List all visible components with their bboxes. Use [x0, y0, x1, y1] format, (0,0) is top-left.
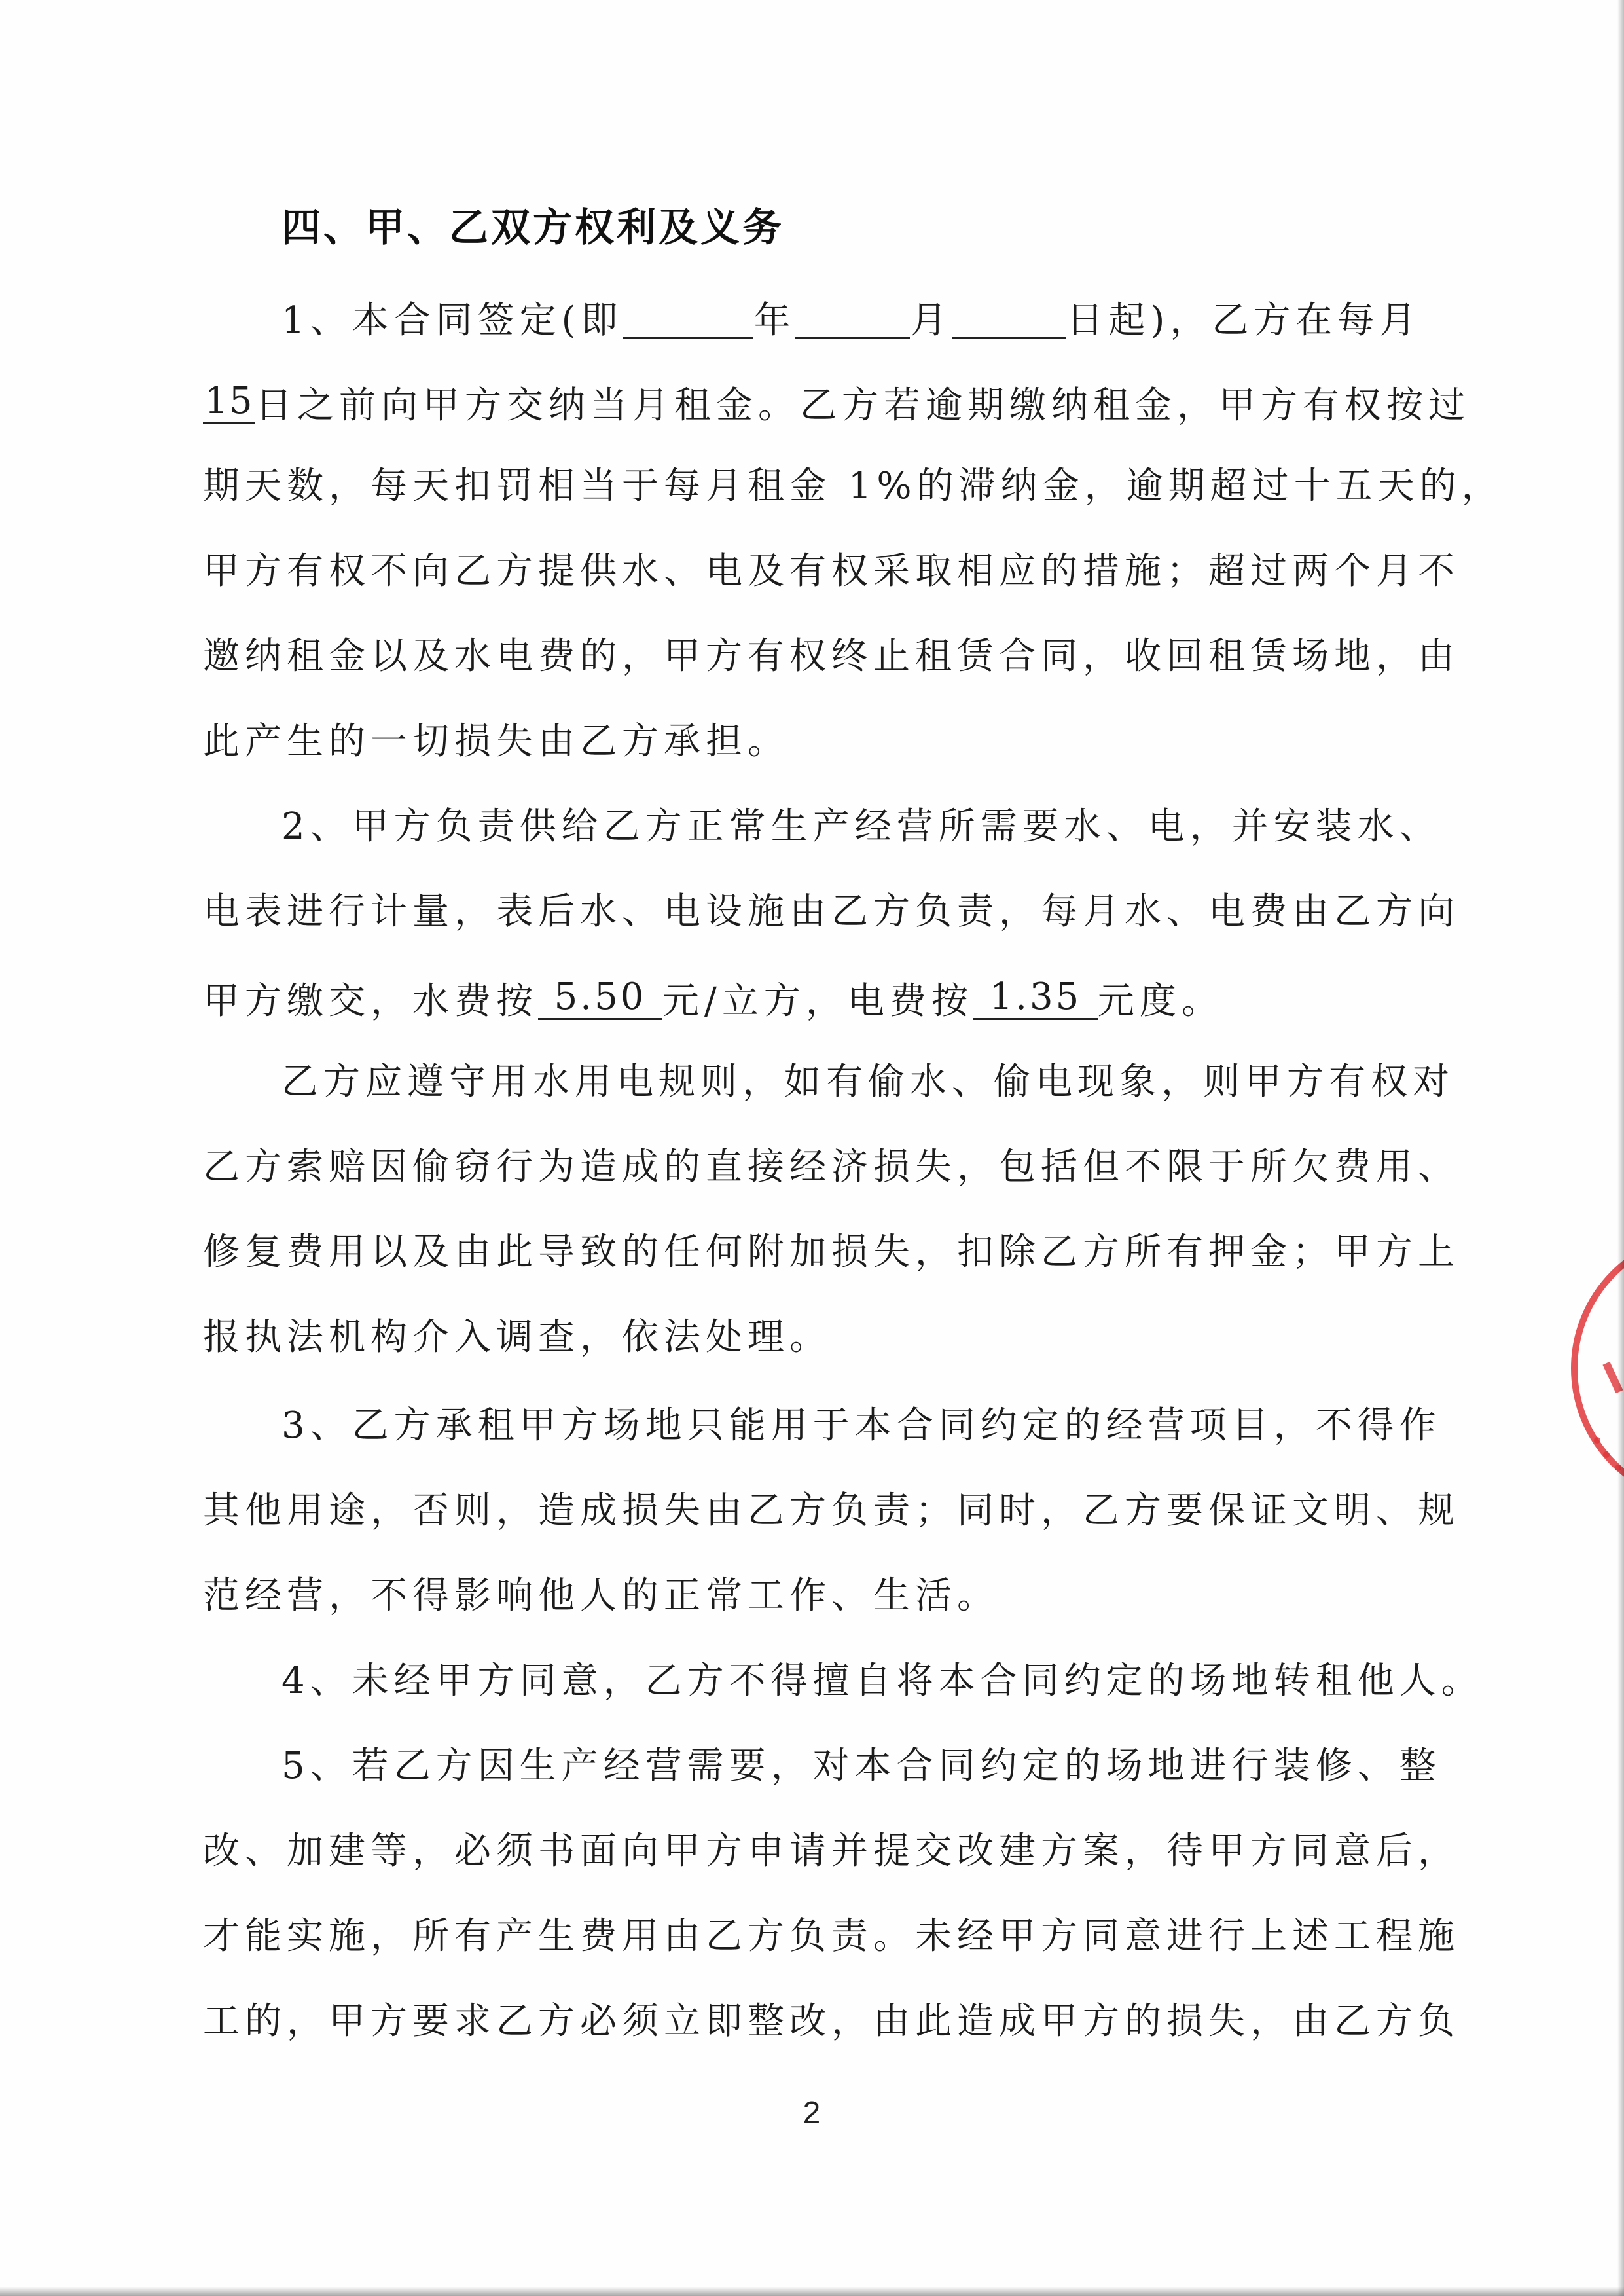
clause-4-line-1: 4、未经甲方同意，乙方不得擅自将本合同约定的场地转租他人。 — [281, 1660, 1483, 1702]
payment-day: 15 — [203, 383, 255, 424]
clause-5-line-1: 5、若乙方因生产经营需要，对本合同约定的场地进行装修、整 — [281, 1745, 1441, 1787]
power-rate-label: 元/立方，电费按 — [662, 980, 973, 1023]
clause-1-line-6: 此产生的一切损失由乙方承担。 — [203, 720, 789, 763]
month-label: 月 — [910, 299, 952, 342]
clause-2b-line-1: 乙方应遵守用水用电规则，如有偷水、偷电现象，则甲方有权对 — [281, 1061, 1454, 1103]
clause-5-line-2: 改、加建等，必须书面向甲方申请并提交改建方案，待甲方同意后， — [203, 1830, 1460, 1872]
blank-month — [795, 298, 910, 339]
water-rate-label: 甲方缴交，水费按 — [203, 980, 538, 1023]
clause-1-line-3: 期天数，每天扣罚相当于每月租金 1%的滞纳金，逾期超过十五天的， — [203, 465, 1504, 507]
clause-1-line-4: 甲方有权不向乙方提供水、电及有权采取相应的措施；超过两个月不 — [203, 550, 1460, 592]
clause-2-line-3 — [203, 975, 1223, 1023]
clause-3-line-1: 3、乙方承租甲方场地只能用于本合同约定的经营项目，不得作 — [281, 1404, 1441, 1447]
scan-edge-shadow — [1617, 0, 1624, 2296]
clause-2b-line-4: 报执法机构介入调查，依法处理。 — [203, 1316, 831, 1358]
clause-3-line-2: 其他用途，否则，造成损失由乙方负责；同时，乙方要保证文明、规 — [203, 1489, 1460, 1532]
year-label: 年 — [753, 299, 796, 342]
clause-1-line-2 — [203, 380, 1470, 427]
clause-5-line-4: 工的，甲方要求乙方必须立即整改，由此造成甲方的损失，由乙方负 — [203, 2000, 1460, 2043]
power-rate-value: 1.35 — [973, 979, 1098, 1020]
clause-2b-line-3: 修复费用以及由此导致的任何附加损失，扣除乙方所有押金；甲方上 — [203, 1231, 1460, 1273]
water-rate-value: 5.50 — [538, 979, 662, 1020]
power-rate-unit: 元度。 — [1097, 980, 1223, 1023]
clause-2b-line-2: 乙方索赔因偷窃行为造成的直接经济损失，包括但不限于所欠费用、 — [203, 1146, 1460, 1188]
clause-1-text-c: 日之前向甲方交纳当月租金。乙方若逾期缴纳租金，甲方有权按过 — [255, 384, 1470, 427]
clause-1-intro: 1、本合同签定(即 — [281, 299, 623, 342]
clause-3-line-3: 范经营，不得影响他人的正常工作、生活。 — [203, 1575, 999, 1617]
section-heading: 四、甲、乙双方权利及义务 — [281, 205, 784, 251]
clause-2-line-1: 2、甲方负责供给乙方正常生产经营所需要水、电，并安装水、 — [281, 805, 1441, 848]
clause-1-line-1 — [281, 298, 1422, 342]
company-seal-stamp — [1558, 1224, 1624, 1512]
blank-year — [623, 298, 753, 339]
scan-bottom-shadow — [0, 2287, 1624, 2296]
blank-day — [952, 298, 1066, 339]
page-number: 2 — [803, 2096, 821, 2130]
clause-5-line-3: 才能实施，所有产生费用由乙方负责。未经甲方同意进行上述工程施 — [203, 1915, 1460, 1958]
clause-1-day-start: 日起)，乙方在每月 — [1066, 299, 1422, 342]
clause-1-line-5: 邀纳租金以及水电费的，甲方有权终止租赁合同，收回租赁场地，由 — [203, 635, 1460, 678]
clause-2-line-2: 电表进行计量，表后水、电设施由乙方负责，每月水、电费由乙方向 — [203, 890, 1460, 933]
